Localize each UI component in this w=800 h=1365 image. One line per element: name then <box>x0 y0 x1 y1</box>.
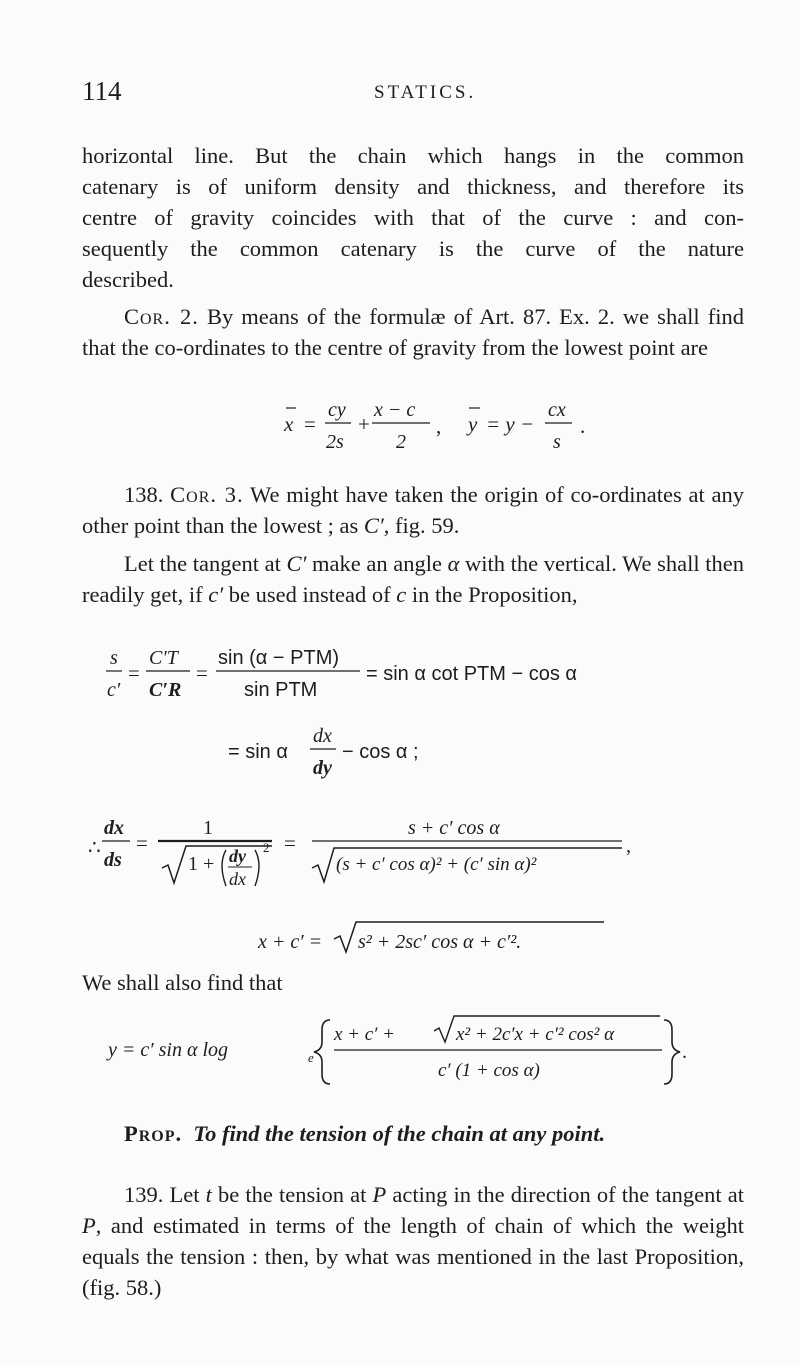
numerator: dx <box>313 725 332 747</box>
comma: , <box>626 835 631 857</box>
text: with the vertical. We shall then readily get, if <box>82 551 744 607</box>
plus-sign: + <box>358 412 370 436</box>
symbol: α <box>447 551 460 576</box>
page-number: 114 <box>82 76 122 106</box>
equals-sign: = <box>304 412 316 436</box>
article-number: 139. <box>124 1182 164 1207</box>
point-label: C′ <box>363 513 384 538</box>
equation-sin-alpha-dx-dy <box>0 718 800 788</box>
period: . <box>580 414 586 438</box>
text: acting in the direction of the tangent at <box>386 1182 744 1207</box>
paren-right <box>255 850 259 886</box>
equation-y-log <box>0 1010 800 1090</box>
brace-right <box>664 1020 680 1084</box>
left-hand-side: x + c′ = <box>258 931 323 953</box>
text: We shall also find that <box>82 970 283 995</box>
denominator: sin PTM <box>244 679 318 701</box>
radicand: s² + 2sc′ cos α + c′². <box>358 931 522 953</box>
prop-text: To find the tension of the chain at any point. <box>193 1121 606 1146</box>
equation-x-plus-c <box>0 912 800 964</box>
symbol: c <box>396 582 407 607</box>
period: . <box>682 1041 687 1063</box>
text: make an angle <box>306 551 448 576</box>
dy: dy <box>229 846 246 866</box>
also-find-paragraph <box>82 967 744 998</box>
text: be used instead of <box>223 582 397 607</box>
text: , and estimated in terms of the length of chain of which the weight equals the tension : then, by what was mentioned in the last Proposition, (fig. 58.) <box>82 1213 744 1300</box>
right-part: − cos α ; <box>342 741 419 763</box>
equals-sign: = <box>284 831 296 855</box>
denominator: 2 <box>396 431 406 453</box>
radicand: x² + 2c′x + c′² cos² α <box>456 1024 615 1045</box>
numerator: cy <box>328 399 346 421</box>
text: in the Proposition, <box>406 582 578 607</box>
symbol: t <box>205 1182 212 1207</box>
text-line: horizontal line. But the chain which hangs in the common <box>82 143 744 168</box>
proposition-heading <box>82 1118 744 1149</box>
y-bar: y <box>468 412 478 436</box>
article-138-paragraph <box>82 479 744 541</box>
tangent-paragraph <box>82 548 744 610</box>
denominator: 2s <box>326 431 344 453</box>
log-base: e <box>308 1050 314 1065</box>
text: Let <box>169 1182 206 1207</box>
numerator: s + c′ cos α <box>408 817 500 839</box>
corollary-text: By means of the formulæ of Art. 87. Ex. 2. we shall find that the co-ordinates to the centre of gravity from the lowest point are <box>82 304 745 360</box>
left-hand-side: y = c′ sin α log <box>108 1039 229 1061</box>
comma: , <box>436 414 442 438</box>
corollary-label: Cor. 3. <box>170 482 244 507</box>
paren-left <box>222 850 226 886</box>
paragraph-continuation <box>82 140 744 295</box>
equals-y-minus: = y − <box>486 412 535 436</box>
x-bar: x <box>284 412 294 436</box>
article-number: 138. <box>124 482 164 507</box>
text: Let the tangent at <box>124 551 287 576</box>
corollary-label: Cor. 2. <box>124 304 199 329</box>
numerator: sin (α − PTM) <box>218 647 340 669</box>
text-line: centre of gravity coincides with that of the curve : and con- <box>82 205 744 230</box>
numerator-part: x + c′ + <box>334 1024 395 1045</box>
numerator: s <box>110 647 118 669</box>
text: be the tension at <box>211 1182 373 1207</box>
denominator: (s + c′ cos α)² + (c′ sin α)² <box>336 854 537 875</box>
denominator: c′ <box>107 679 121 701</box>
numerator: cx <box>548 399 566 421</box>
article-139-paragraph <box>82 1179 744 1303</box>
symbol: P <box>372 1182 387 1207</box>
text-line: sequently the common catenary is the curve of the nature <box>82 236 744 261</box>
denominator: ds <box>104 849 122 871</box>
numerator: x − c <box>374 399 416 421</box>
article-text: We might have taken the origin of co-ordinates at any other point than the lowest ; as <box>82 482 745 538</box>
equals-sign: = <box>196 661 208 685</box>
right-hand-side: = sin α cot PTM − cos α <box>366 663 577 685</box>
prop-label: Prop. <box>124 1121 183 1146</box>
running-head: STATICS. <box>374 82 477 103</box>
brace-left <box>314 1020 330 1084</box>
denominator: c′ (1 + cos α) <box>438 1060 540 1081</box>
symbol: C′ <box>286 551 307 576</box>
exponent: 2 <box>263 840 270 855</box>
equals-sign: = <box>128 661 140 685</box>
therefore-symbol: ∴ <box>88 837 101 859</box>
symbol: c′ <box>208 582 224 607</box>
equation-dx-over-ds <box>0 808 800 898</box>
denominator: dy <box>313 757 332 779</box>
text-line: described. <box>82 267 174 292</box>
text-line: catenary is of uniform density and thickness, and therefore its <box>82 174 744 199</box>
denominator: C′R <box>149 679 182 701</box>
left-part: = sin α <box>228 741 288 763</box>
symbol: P <box>82 1213 96 1238</box>
one-plus: 1 + <box>188 853 215 875</box>
dx: dx <box>229 869 246 889</box>
numerator: dx <box>104 817 124 839</box>
corollary-2-paragraph <box>82 301 744 363</box>
denominator: s <box>553 431 561 453</box>
numerator: C′T <box>149 647 178 669</box>
equation-centre-of-gravity <box>0 392 800 462</box>
equation-s-over-c <box>0 640 800 710</box>
numerator-one: 1 <box>203 817 213 839</box>
equals-sign: = <box>136 831 148 855</box>
article-text: , fig. 59. <box>383 513 460 538</box>
